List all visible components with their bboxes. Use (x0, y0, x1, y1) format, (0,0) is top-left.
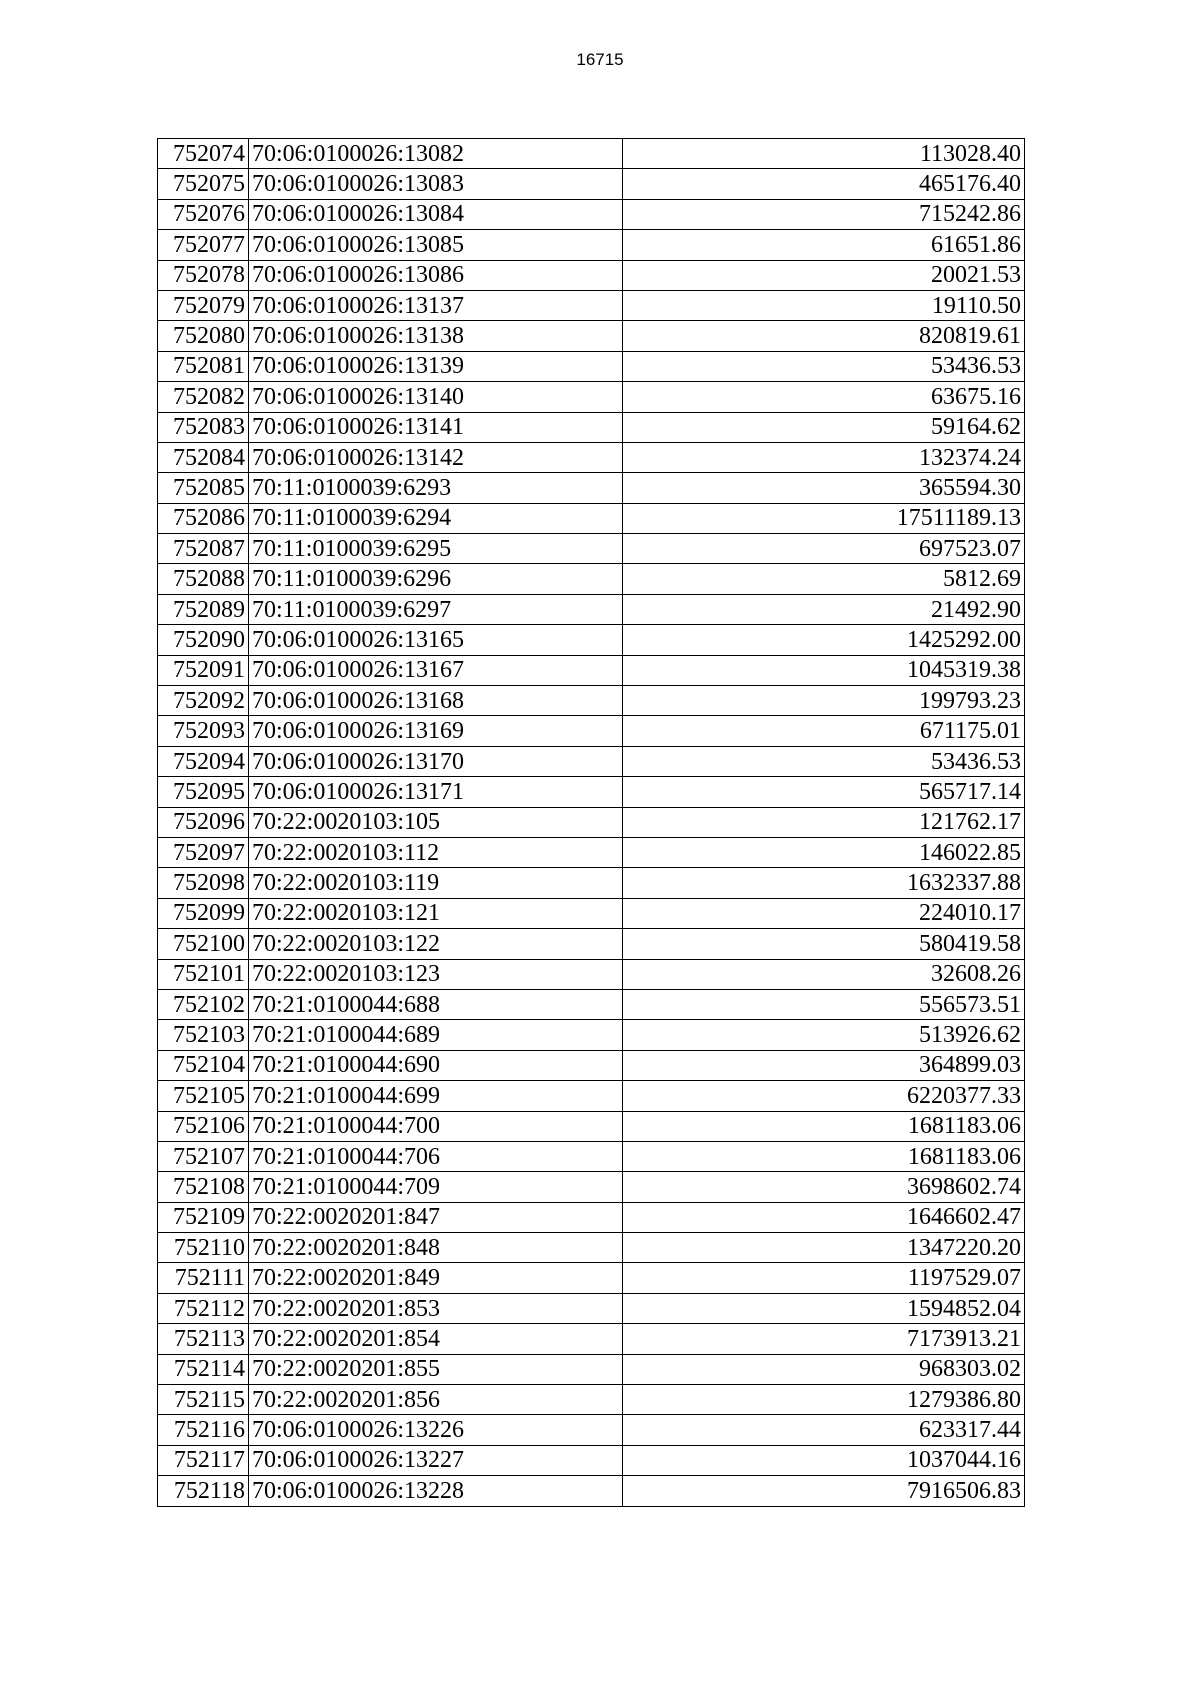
value-cell: 121762.17 (623, 807, 1025, 837)
row-number-cell: 752076 (158, 199, 249, 229)
row-number-cell: 752100 (158, 929, 249, 959)
cadastral-number-cell: 70:22:0020103:119 (249, 868, 623, 898)
cadastral-number-cell: 70:21:0100044:699 (249, 1081, 623, 1111)
cadastral-number-cell: 70:22:0020103:121 (249, 898, 623, 928)
row-number-cell: 752118 (158, 1476, 249, 1506)
cadastral-number-cell: 70:22:0020103:105 (249, 807, 623, 837)
table-row (158, 351, 1025, 381)
row-number-cell: 752078 (158, 260, 249, 290)
cadastral-number-cell: 70:06:0100026:13084 (249, 199, 623, 229)
value-cell: 3698602.74 (623, 1172, 1025, 1202)
value-cell: 1279386.80 (623, 1385, 1025, 1415)
cadastral-number-cell: 70:06:0100026:13086 (249, 260, 623, 290)
value-cell: 59164.62 (623, 412, 1025, 442)
cadastral-number-cell: 70:11:0100039:6295 (249, 534, 623, 564)
data-table (157, 138, 1025, 1507)
cadastral-number-cell: 70:22:0020201:847 (249, 1202, 623, 1232)
row-number-cell: 752110 (158, 1233, 249, 1263)
table-row (158, 1172, 1025, 1202)
row-number-cell: 752098 (158, 868, 249, 898)
cadastral-number-cell: 70:21:0100044:700 (249, 1111, 623, 1141)
table-row (158, 989, 1025, 1019)
table-row (158, 594, 1025, 624)
value-cell: 1594852.04 (623, 1293, 1025, 1323)
row-number-cell: 752111 (158, 1263, 249, 1293)
cadastral-number-cell: 70:22:0020103:123 (249, 959, 623, 989)
row-number-cell: 752093 (158, 716, 249, 746)
row-number-cell: 752077 (158, 230, 249, 260)
table-row (158, 1324, 1025, 1354)
row-number-cell: 752117 (158, 1445, 249, 1475)
table-row (158, 564, 1025, 594)
value-cell: 697523.07 (623, 534, 1025, 564)
table-row (158, 746, 1025, 776)
row-number-cell: 752103 (158, 1020, 249, 1050)
value-cell: 21492.90 (623, 594, 1025, 624)
row-number-cell: 752113 (158, 1324, 249, 1354)
value-cell: 513926.62 (623, 1020, 1025, 1050)
cadastral-number-cell: 70:11:0100039:6296 (249, 564, 623, 594)
table-row (158, 321, 1025, 351)
row-number-cell: 752099 (158, 898, 249, 928)
value-cell: 32608.26 (623, 959, 1025, 989)
table-row (158, 534, 1025, 564)
table-row (158, 777, 1025, 807)
table-row (158, 1081, 1025, 1111)
cadastral-number-cell: 70:06:0100026:13168 (249, 686, 623, 716)
table-row (158, 655, 1025, 685)
value-cell: 17511189.13 (623, 503, 1025, 533)
row-number-cell: 752097 (158, 837, 249, 867)
cadastral-number-cell: 70:06:0100026:13082 (249, 139, 623, 169)
row-number-cell: 752116 (158, 1415, 249, 1445)
value-cell: 199793.23 (623, 686, 1025, 716)
row-number-cell: 752085 (158, 473, 249, 503)
value-cell: 968303.02 (623, 1354, 1025, 1384)
value-cell: 5812.69 (623, 564, 1025, 594)
row-number-cell: 752081 (158, 351, 249, 381)
table-row (158, 1476, 1025, 1506)
value-cell: 146022.85 (623, 837, 1025, 867)
row-number-cell: 752080 (158, 321, 249, 351)
value-cell: 1347220.20 (623, 1233, 1025, 1263)
cadastral-number-cell: 70:06:0100026:13228 (249, 1476, 623, 1506)
table-row (158, 837, 1025, 867)
value-cell: 19110.50 (623, 290, 1025, 320)
table-row (158, 1020, 1025, 1050)
table-row (158, 929, 1025, 959)
page-number: 16715 (576, 50, 624, 69)
table-row (158, 1141, 1025, 1171)
value-cell: 1425292.00 (623, 625, 1025, 655)
row-number-cell: 752101 (158, 959, 249, 989)
value-cell: 7173913.21 (623, 1324, 1025, 1354)
value-cell: 580419.58 (623, 929, 1025, 959)
cadastral-number-cell: 70:06:0100026:13137 (249, 290, 623, 320)
value-cell: 224010.17 (623, 898, 1025, 928)
table-row (158, 1415, 1025, 1445)
cadastral-number-cell: 70:06:0100026:13083 (249, 169, 623, 199)
cadastral-number-cell: 70:22:0020201:848 (249, 1233, 623, 1263)
value-cell: 1045319.38 (623, 655, 1025, 685)
value-cell: 1646602.47 (623, 1202, 1025, 1232)
row-number-cell: 752089 (158, 594, 249, 624)
value-cell: 1037044.16 (623, 1445, 1025, 1475)
cadastral-number-cell: 70:06:0100026:13169 (249, 716, 623, 746)
row-number-cell: 752083 (158, 412, 249, 442)
table-row (158, 625, 1025, 655)
row-number-cell: 752079 (158, 290, 249, 320)
cadastral-number-cell: 70:21:0100044:689 (249, 1020, 623, 1050)
cadastral-number-cell: 70:06:0100026:13226 (249, 1415, 623, 1445)
row-number-cell: 752087 (158, 534, 249, 564)
value-cell: 671175.01 (623, 716, 1025, 746)
row-number-cell: 752096 (158, 807, 249, 837)
row-number-cell: 752092 (158, 686, 249, 716)
row-number-cell: 752105 (158, 1081, 249, 1111)
table-row (158, 473, 1025, 503)
table-row (158, 1293, 1025, 1323)
table-row (158, 1445, 1025, 1475)
table-row (158, 230, 1025, 260)
value-cell: 565717.14 (623, 777, 1025, 807)
table-row (158, 1111, 1025, 1141)
table-row (158, 1385, 1025, 1415)
cadastral-number-cell: 70:11:0100039:6297 (249, 594, 623, 624)
value-cell: 53436.53 (623, 351, 1025, 381)
row-number-cell: 752115 (158, 1385, 249, 1415)
cadastral-number-cell: 70:22:0020201:855 (249, 1354, 623, 1384)
cadastral-number-cell: 70:06:0100026:13227 (249, 1445, 623, 1475)
row-number-cell: 752109 (158, 1202, 249, 1232)
table-row (158, 442, 1025, 472)
row-number-cell: 752112 (158, 1293, 249, 1323)
value-cell: 1197529.07 (623, 1263, 1025, 1293)
cadastral-number-cell: 70:22:0020201:853 (249, 1293, 623, 1323)
value-cell: 132374.24 (623, 442, 1025, 472)
row-number-cell: 752086 (158, 503, 249, 533)
table-row (158, 1354, 1025, 1384)
value-cell: 7916506.83 (623, 1476, 1025, 1506)
value-cell: 6220377.33 (623, 1081, 1025, 1111)
value-cell: 623317.44 (623, 1415, 1025, 1445)
row-number-cell: 752088 (158, 564, 249, 594)
cadastral-number-cell: 70:06:0100026:13170 (249, 746, 623, 776)
table-row (158, 716, 1025, 746)
cadastral-number-cell: 70:11:0100039:6293 (249, 473, 623, 503)
table-row (158, 503, 1025, 533)
table-row (158, 686, 1025, 716)
table-row (158, 199, 1025, 229)
cadastral-number-cell: 70:06:0100026:13167 (249, 655, 623, 685)
table-row (158, 959, 1025, 989)
table-body (158, 139, 1025, 1507)
cadastral-number-cell: 70:22:0020201:854 (249, 1324, 623, 1354)
row-number-cell: 752102 (158, 989, 249, 1019)
table-row (158, 139, 1025, 169)
cadastral-number-cell: 70:21:0100044:709 (249, 1172, 623, 1202)
table-row (158, 1050, 1025, 1080)
table-row (158, 1233, 1025, 1263)
value-cell: 61651.86 (623, 230, 1025, 260)
row-number-cell: 752090 (158, 625, 249, 655)
table-row (158, 412, 1025, 442)
table-row (158, 1263, 1025, 1293)
row-number-cell: 752095 (158, 777, 249, 807)
value-cell: 1632337.88 (623, 868, 1025, 898)
row-number-cell: 752094 (158, 746, 249, 776)
row-number-cell: 752107 (158, 1141, 249, 1171)
value-cell: 365594.30 (623, 473, 1025, 503)
cadastral-number-cell: 70:06:0100026:13141 (249, 412, 623, 442)
cadastral-number-cell: 70:06:0100026:13165 (249, 625, 623, 655)
value-cell: 465176.40 (623, 169, 1025, 199)
value-cell: 1681183.06 (623, 1141, 1025, 1171)
cadastral-number-cell: 70:22:0020103:112 (249, 837, 623, 867)
value-cell: 715242.86 (623, 199, 1025, 229)
cadastral-number-cell: 70:06:0100026:13171 (249, 777, 623, 807)
cadastral-number-cell: 70:21:0100044:706 (249, 1141, 623, 1171)
row-number-cell: 752075 (158, 169, 249, 199)
value-cell: 63675.16 (623, 382, 1025, 412)
row-number-cell: 752104 (158, 1050, 249, 1080)
value-cell: 556573.51 (623, 989, 1025, 1019)
cadastral-number-cell: 70:06:0100026:13085 (249, 230, 623, 260)
table-row (158, 290, 1025, 320)
value-cell: 364899.03 (623, 1050, 1025, 1080)
cadastral-number-cell: 70:22:0020201:849 (249, 1263, 623, 1293)
cadastral-number-cell: 70:11:0100039:6294 (249, 503, 623, 533)
cadastral-number-cell: 70:22:0020201:856 (249, 1385, 623, 1415)
table-row (158, 898, 1025, 928)
table-row (158, 260, 1025, 290)
value-cell: 20021.53 (623, 260, 1025, 290)
value-cell: 820819.61 (623, 321, 1025, 351)
value-cell: 1681183.06 (623, 1111, 1025, 1141)
value-cell: 53436.53 (623, 746, 1025, 776)
row-number-cell: 752106 (158, 1111, 249, 1141)
row-number-cell: 752114 (158, 1354, 249, 1384)
cadastral-number-cell: 70:21:0100044:690 (249, 1050, 623, 1080)
cadastral-number-cell: 70:06:0100026:13142 (249, 442, 623, 472)
cadastral-number-cell: 70:06:0100026:13140 (249, 382, 623, 412)
row-number-cell: 752082 (158, 382, 249, 412)
row-number-cell: 752091 (158, 655, 249, 685)
cadastral-number-cell: 70:06:0100026:13139 (249, 351, 623, 381)
row-number-cell: 752074 (158, 139, 249, 169)
table-row (158, 1202, 1025, 1232)
table-row (158, 382, 1025, 412)
cadastral-number-cell: 70:22:0020103:122 (249, 929, 623, 959)
cadastral-number-cell: 70:06:0100026:13138 (249, 321, 623, 351)
row-number-cell: 752108 (158, 1172, 249, 1202)
value-cell: 113028.40 (623, 139, 1025, 169)
table-row (158, 169, 1025, 199)
table-row (158, 868, 1025, 898)
table-row (158, 807, 1025, 837)
row-number-cell: 752084 (158, 442, 249, 472)
cadastral-number-cell: 70:21:0100044:688 (249, 989, 623, 1019)
